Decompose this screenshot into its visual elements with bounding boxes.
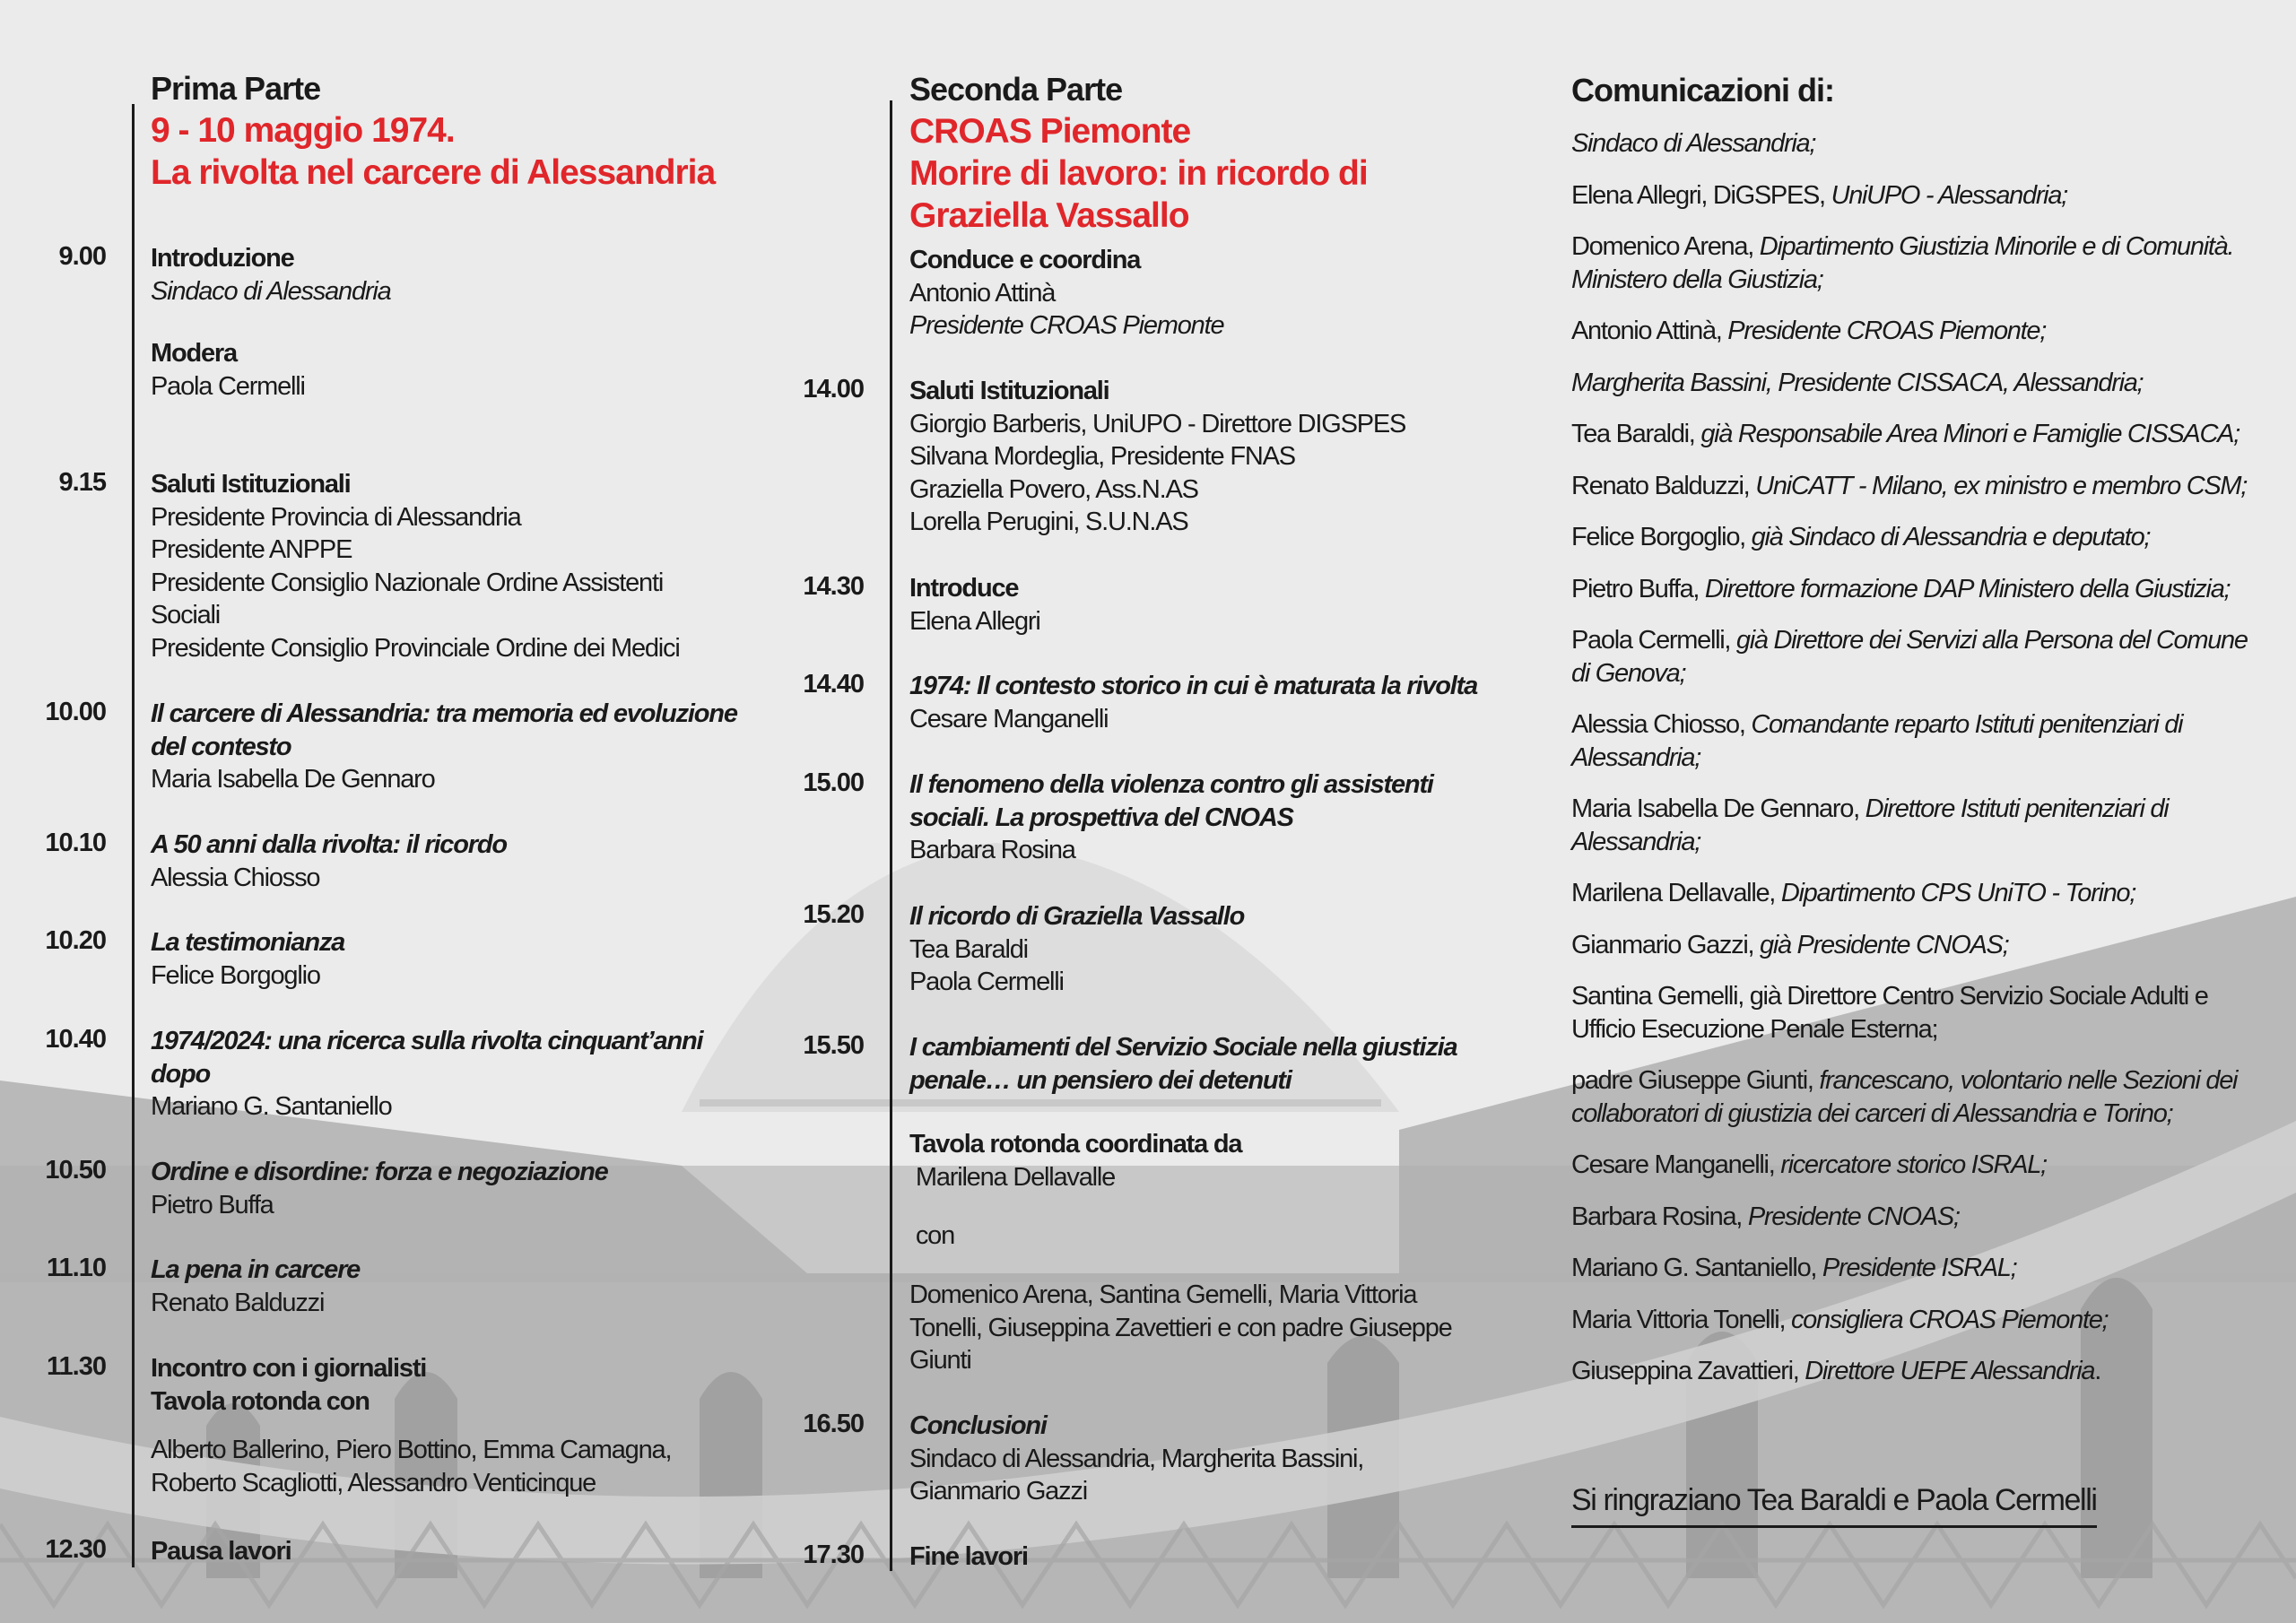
item-line: Alberto Ballerino, Piero Bottino, Emma Camagna, — [151, 1436, 672, 1464]
list-item: Pietro Buffa, Direttore formazione DAP Ministero della Giustizia; — [1571, 574, 2231, 603]
item-line: Presidente Consiglio Provinciale Ordine dei Medici — [151, 633, 680, 663]
time-label: 10.50 — [45, 1156, 106, 1185]
time-label: 15.50 — [803, 1031, 864, 1060]
item-line: Sociali — [151, 601, 221, 629]
schedule-item — [909, 1128, 1241, 1193]
item-speaker: Cesare Manganelli — [909, 704, 1109, 733]
item-heading: Introduce — [909, 574, 1019, 603]
item-line: con — [909, 1221, 955, 1250]
time-label: 10.10 — [45, 829, 106, 857]
schedule-item — [909, 1031, 1457, 1097]
item-heading: A 50 anni dalla rivolta: il ricordo — [151, 830, 507, 859]
list-item: Gianmario Gazzi, già Presidente CNOAS; — [1571, 930, 2009, 959]
time-label: 10.20 — [45, 926, 106, 955]
schedule-item — [151, 1254, 360, 1319]
list-item: Felice Borgoglio, già Sindaco di Alessandria e deputato; — [1571, 523, 2151, 551]
item-heading: Il carcere di Alessandria: tra memoria ed evoluzione — [151, 699, 737, 728]
section-title: Morire di lavoro: in ricordo di — [909, 154, 1368, 193]
time-label: 14.00 — [803, 375, 864, 404]
timeline-divider-seconda — [890, 100, 892, 1571]
section-title: CROAS Piemonte — [909, 112, 1191, 151]
item-speaker: Marilena Dellavalle — [909, 1162, 1116, 1192]
time-label: 10.40 — [45, 1025, 106, 1054]
item-line: Graziella Povero, Ass.N.AS — [909, 474, 1198, 504]
time-label: 9.00 — [58, 242, 106, 271]
schedule-item — [151, 1535, 291, 1568]
time-label: 15.00 — [803, 768, 864, 797]
item-line: Giorgio Barberis, UniUPO - Direttore DIGSPES — [909, 409, 1406, 438]
schedule-item — [909, 900, 1244, 999]
item-speaker: Elena Allegri — [909, 606, 1040, 636]
list-item: Maria Isabella De Gennaro, Direttore Istituti penitenziari di Alessandria; — [1571, 794, 2169, 856]
list-item: Santina Gemelli, già Direttore Centro Servizio Sociale Adulti e Ufficio Esecuzione Penale Esterna; — [1571, 982, 2208, 1044]
item-line: Giunti — [909, 1346, 971, 1375]
schedule-item — [151, 1156, 608, 1221]
time-label: 14.30 — [803, 572, 864, 601]
prima-parte-header — [151, 68, 715, 194]
section-label: Seconda Parte — [909, 71, 1123, 108]
list-item: Margherita Bassini, Presidente CISSACA, Alessandria; — [1571, 368, 2144, 397]
item-role: Presidente CROAS Piemonte — [909, 311, 1224, 340]
list-item: Tea Baraldi, già Responsabile Area Minori e Famiglie CISSACA; — [1571, 420, 2239, 448]
time-label: 14.40 — [803, 670, 864, 699]
list-item: Maria Vittoria Tonelli, consigliera CROAS Piemonte; — [1571, 1305, 2109, 1334]
item-line: Domenico Arena, Santina Gemelli, Maria Vittoria — [909, 1280, 1417, 1309]
seconda-parte-header — [909, 69, 1368, 237]
item-line: Presidente Consiglio Nazionale Ordine Assistenti — [151, 568, 664, 597]
item-speaker: Paola Cermelli — [909, 968, 1064, 996]
item-heading: Conclusioni — [909, 1411, 1047, 1440]
item-heading: I cambiamenti del Servizio Sociale nella giustizia — [909, 1033, 1457, 1062]
item-heading: Incontro con i giornalisti — [151, 1354, 427, 1383]
schedule-item — [909, 1219, 954, 1253]
schedule-item — [151, 468, 680, 664]
list-item: padre Giuseppe Giunti, francescano, volontario nelle Sezioni dei collaboratori di giustizia dei carceri di Alessandria e Torino; — [1571, 1066, 2238, 1128]
list-item: Mariano G. Santaniello, Presidente ISRAL; — [1571, 1254, 2017, 1282]
schedule-item — [909, 375, 1405, 539]
item-line: Roberto Scagliotti, Alessandro Venticinque — [151, 1468, 596, 1497]
list-item: Antonio Attinà, Presidente CROAS Piemonte; — [1571, 317, 2046, 345]
section-label: Prima Parte — [151, 70, 321, 107]
schedule-item — [909, 1541, 1028, 1574]
list-item: Barbara Rosina, Presidente CNOAS; — [1571, 1202, 1960, 1231]
schedule-item — [909, 670, 1477, 735]
schedule-item — [151, 926, 344, 992]
schedule-item — [151, 1352, 671, 1499]
item-speaker: Felice Borgoglio — [151, 960, 320, 990]
time-label: 11.30 — [47, 1352, 106, 1381]
item-speaker: Pietro Buffa — [151, 1190, 274, 1219]
item-speaker: Barbara Rosina — [909, 836, 1075, 864]
time-label: 15.20 — [803, 900, 864, 929]
schedule-item — [151, 337, 305, 403]
item-speaker: Paola Cermelli — [151, 371, 305, 401]
item-heading: La pena in carcere — [151, 1255, 361, 1284]
item-heading: sociali. La prospettiva del CNOAS — [909, 803, 1293, 832]
item-line: Tonelli, Giuseppina Zavettieri e con padre Giuseppe — [909, 1313, 1452, 1342]
item-heading: Tavola rotonda con — [151, 1386, 370, 1416]
item-heading: La testimonianza — [151, 928, 345, 957]
item-heading: dopo — [151, 1059, 211, 1089]
time-label: 11.10 — [47, 1254, 106, 1282]
item-heading: Il ricordo di Graziella Vassallo — [909, 902, 1245, 931]
schedule-item — [909, 768, 1433, 867]
item-speaker: Antonio Attinà — [909, 278, 1056, 308]
item-line: Silvana Mordeglia, Presidente FNAS — [909, 442, 1295, 471]
timeline-divider-prima — [132, 104, 135, 1567]
schedule-item — [909, 1410, 1363, 1508]
list-item: Giuseppina Zavattieri, Direttore UEPE Alessandria. — [1571, 1357, 2100, 1385]
time-label: 17.30 — [803, 1541, 864, 1569]
item-heading: del contesto — [151, 732, 291, 761]
list-item: Domenico Arena, Dipartimento Giustizia Minorile e di Comunità. Ministero della Giustizia; — [1571, 232, 2234, 294]
item-speaker: Alessia Chiosso — [151, 863, 320, 892]
item-heading: 1974: Il contesto storico in cui è maturata la rivolta — [909, 672, 1478, 700]
item-line: Gianmario Gazzi — [909, 1477, 1087, 1506]
item-heading: Modera — [151, 339, 237, 368]
item-heading: Saluti Istituzionali — [151, 470, 351, 499]
item-line: Sindaco di Alessandria, Margherita Bassini, — [909, 1444, 1364, 1473]
item-speaker: Sindaco di Alessandria — [151, 276, 391, 306]
list-item: Cesare Manganelli, ricercatore storico ISRAL; — [1571, 1150, 2047, 1179]
time-label: 12.30 — [45, 1535, 106, 1564]
item-heading: Fine lavori — [909, 1542, 1028, 1571]
comunicazioni-list — [1571, 127, 2253, 1407]
item-speaker: Mariano G. Santaniello — [151, 1092, 392, 1121]
schedule-item — [151, 242, 391, 308]
item-speaker: Tea Baraldi — [909, 934, 1028, 964]
schedule-item — [151, 829, 507, 894]
item-line: Lorella Perugini, S.U.N.AS — [909, 508, 1188, 536]
section-title: 9 - 10 maggio 1974. — [151, 111, 455, 150]
item-heading: Saluti Istituzionali — [909, 377, 1109, 405]
item-line: Presidente ANPPE — [151, 535, 352, 564]
list-item: Paola Cermelli, già Direttore dei Servizi alla Persona del Comune di Genova; — [1571, 626, 2248, 688]
schedule-item — [909, 244, 1223, 343]
item-heading: 1974/2024: una ricerca sulla rivolta cinquant’anni — [151, 1027, 703, 1055]
item-line: Presidente Provincia di Alessandria — [151, 502, 521, 532]
section-title: La rivolta nel carcere di Alessandria — [151, 153, 716, 192]
item-heading: Conduce e coordina — [909, 246, 1141, 274]
item-heading: Introduzione — [151, 244, 294, 273]
list-item: Renato Balduzzi, UniCATT - Milano, ex ministro e membro CSM; — [1571, 471, 2248, 500]
item-heading: Tavola rotonda coordinata da — [909, 1130, 1242, 1159]
item-heading: penale… un pensiero dei detenuti — [909, 1065, 1292, 1095]
time-label: 10.00 — [45, 698, 106, 726]
time-label: 9.15 — [58, 468, 106, 497]
item-heading: Pausa lavori — [151, 1537, 291, 1566]
schedule-item — [151, 698, 737, 796]
item-heading: Ordine e disordine: forza e negoziazione — [151, 1158, 608, 1186]
item-heading: Il fenomeno della violenza contro gli assistenti — [909, 770, 1433, 799]
schedule-item — [909, 572, 1040, 638]
list-item: Alessia Chiosso, Comandante reparto Istituti penitenziari di Alessandria; — [1571, 710, 2183, 772]
acknowledgement: Si ringraziano Tea Baraldi e Paola Cermelli — [1571, 1483, 2097, 1528]
item-speaker: Renato Balduzzi — [151, 1288, 325, 1317]
schedule-item — [909, 1279, 1452, 1377]
item-speaker: Maria Isabella De Gennaro — [151, 765, 435, 794]
list-item: Sindaco di Alessandria; — [1571, 129, 1816, 158]
comunicazioni-title: Comunicazioni di: — [1571, 72, 1834, 108]
list-item: Elena Allegri, DiGSPES, UniUPO - Alessandria; — [1571, 180, 2067, 210]
time-label: 16.50 — [803, 1410, 864, 1438]
schedule-item — [151, 1025, 702, 1124]
section-title: Graziella Vassallo — [909, 196, 1189, 235]
list-item: Marilena Dellavalle, Dipartimento CPS UniTO - Torino; — [1571, 879, 2135, 907]
